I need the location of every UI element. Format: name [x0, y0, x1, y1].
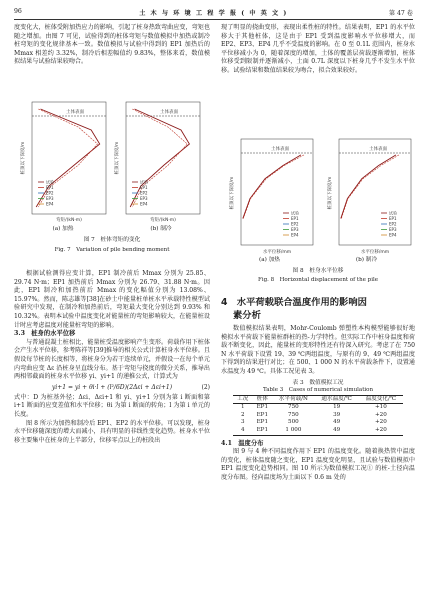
fig7b-xlabel: 弯矩/(kN·m): [150, 218, 176, 223]
fig8a-xlabel: 水平位移/mm: [262, 250, 292, 255]
paragraph: 根据试验测得应变计算，EP1 制冷前后 Mmax 分别为 25.85、29.74 N·m；EP1 加热前后 Mmax 分别为 26.79、31.88 N·m。因此，EP1 制冷和加热前后 Mmax 的变化幅值分别为 13.08%、15.97%。然而，陈志雄等[38]在砂土中能量桩单桩水平承载特性模型试验研究中发现，在制冷和加热前后，弯矩最大变化分别达到 9.93% 和 10.32%。表明本试验中温度变化对能量桩的弯矩影响较大，在能量桩设计时应考虑温度对能量桩弯矩的影响。: [14, 270, 210, 329]
table-row: [233, 412, 403, 420]
figure-7: [14, 96, 210, 264]
legend-label: EP2: [140, 190, 148, 196]
paragraph: 与普通混凝土桩相比，能量桩受温度影响产生变形。荷载作用下桩体会产生水平位移，参考陈祥等[39]推导的相关公式计算桩身水平位移。且假设每节桩的长度相等，将桩身分为若干连续单元，并假设一在每个单元内弯曲应变 Δε 沿桩身呈直线分布。基于弯矩与挠度的微分关系，推导出两相邻截面的桩身水平位移 yi、yi+1 的递推公式，计算式为: [14, 338, 210, 381]
fig8a-subcaption: (a) 加热: [258, 257, 280, 263]
legend-label: EP3: [140, 196, 148, 201]
legend-label: EP2: [291, 221, 299, 227]
legend-label: EP1: [46, 185, 54, 190]
fig7b-surface-label: 土体表面: [160, 110, 178, 115]
legend-label: EP3: [46, 196, 54, 201]
series-line-test: [243, 155, 301, 219]
legend-label: 试验: [46, 179, 54, 185]
series-line-ep1: [243, 155, 304, 219]
section-heading-4: 4 水平荷载联合温度作用的影响因: [221, 297, 367, 308]
legend-label: 试验: [389, 210, 397, 216]
fig7-caption-cn: 图 7 桩体弯矩的变化: [83, 237, 141, 243]
table-cell: +20: [374, 411, 387, 418]
fig8a-surface-label: 土体表面: [271, 147, 289, 152]
legend-label: EP1: [389, 216, 397, 221]
fig7-plots: [14, 96, 210, 226]
equation-body: yi+1 = yi + θi·l + (l²/6D)(2Δεi + Δεi+1): [51, 383, 173, 391]
fig8b-surface-label: 土体表面: [369, 147, 387, 152]
table-cell: 49: [333, 419, 341, 426]
table-cell: 750: [288, 411, 299, 418]
table-cell: EP1: [256, 419, 268, 426]
legend-label: EP4: [140, 201, 148, 207]
table-3: [233, 395, 403, 436]
fig8b-ylabel: 桩顶以下深度/m: [328, 176, 333, 210]
fig8-caption-en: Fig. 8 Horizontal displacement of the pile: [258, 277, 378, 283]
paragraph: 度变化大，桩体受附加热应力的影响，引起了桩身热致弯曲应变，弯矩也随之增加。由图 7 可见，试验得到的桩体弯矩与数值模拟中加热或制冷桩弯矩的变化规律基本一致。数值模拟与试验中得到的 EP1 加热后的 Mmax 相差约 3.32%，制冷后相差幅值约 9.83%，整体来看，数值模拟结果与试验结果较吻合。: [14, 24, 210, 66]
fig7b-ylabel: 桩顶以下深度/m: [115, 141, 120, 175]
legend-label: EP3: [389, 227, 397, 232]
section-heading-4-1: 4.1 温度分布: [221, 439, 264, 447]
table-cell: EP1: [256, 426, 268, 433]
section-heading-4-cont: 素分析: [233, 310, 261, 321]
fig8b-plot: [326, 139, 411, 255]
fig8a-legend: [283, 210, 299, 238]
fig7a-xlabel: 弯矩/(kN·m): [56, 218, 82, 223]
table-cell: EP1: [256, 404, 268, 411]
left-column-lower: [14, 270, 210, 445]
legend-label: EP1: [291, 216, 299, 221]
table-cell: 500: [288, 419, 299, 426]
table-header-row: [233, 395, 403, 404]
fig8b-subcaption: (b) 制冷: [355, 257, 378, 263]
volume-label: 第 47 卷: [388, 10, 413, 17]
fig8b-legend: [381, 210, 397, 238]
table-cell: 49: [333, 426, 341, 433]
paragraph: 图 9 与 4 种不同温度作用下 EP1 的温度变化。随着换热管中温度的变化，桩体温度随之变化，EP1 温度变化明显，且试验与数值模拟中 EP1 温度变化趋势相同。图 10 所示为数值模拟工况① 的桩-土径向温度分布图。径向温度场为土面以下 0.6 m 处的: [221, 448, 415, 481]
fig8a-ylabel: 桩顶以下深度/m: [230, 176, 235, 210]
fig7a-plot: [19, 102, 106, 223]
table-row: [233, 419, 403, 427]
left-column: [14, 24, 210, 67]
table-header: 温度变化/℃: [365, 395, 397, 402]
table-row: [233, 404, 403, 412]
page-number: 96: [14, 8, 22, 15]
paragraph: 数值模拟结果表明，Mohr-Coulomb 弹塑性本构模型能够很好地模拟水平荷载下能量桩群桩的热-力学特性。但实际工作中桩身温度和荷载不断变化，因此，能量桩的变形特性还有待深入研究。考虑了在 750 N 水平荷载下设置 19、39 ℃两组温度，与原有的 9、49 ℃两组温度下得到的结果进行对比；在 500、1 000 N 的水平荷载条件下，设置通水温度为 49 ℃。具体工况见表 3。: [221, 325, 415, 375]
fig7-caption-en: Fig. 7 Variation of pile bending moment: [54, 247, 170, 253]
header-rule: [14, 19, 413, 20]
legend-label: 试验: [140, 179, 148, 185]
running-header: [14, 8, 413, 19]
table-cell: EP1: [256, 411, 268, 418]
right-column-lower: [221, 296, 415, 483]
table-cell: 1: [240, 404, 245, 411]
table-cell: 3: [240, 419, 245, 426]
right-column: [221, 24, 415, 76]
table3-title-en: Table 3 Cases of numerical simulation: [262, 387, 374, 394]
table-cell: 750: [288, 404, 299, 411]
fig8b-xlabel: 水平位移/mm: [360, 250, 390, 255]
paragraph: 现了明显的挠曲变形，表现出柔性桩的特性。结果表明，EP1 的水平位移大于其他桩体，这是由于 EP1 受到温度影响水平位移增大，而 EP2、EP3、EP4 几乎不受温度的影响。在 0 至 0.1L 范围内，桩身水平位移减小为 0，随着深度的增加，土体的覆盖层荷载逐渐增加，桩体位移受到限制并逐渐减小，土面 0.7L 深度以下桩身几乎不发生水平位移。试验结果和数值结果较为吻合，拟合效果较好。: [221, 24, 415, 74]
table-cell: +20: [374, 419, 387, 426]
fig7b-plot: [113, 102, 200, 223]
figure-8: [221, 133, 415, 293]
table-cell: 19: [333, 404, 341, 411]
legend-label: EP4: [291, 232, 299, 238]
series-line-test: [341, 155, 396, 219]
table-cell: 1 000: [285, 426, 302, 433]
journal-title: 土 木 与 环 境 工 程 学 报 ( 中 英 文 ): [139, 10, 288, 17]
table-header: 水平荷载/N: [278, 395, 308, 402]
table-cell: +10: [374, 404, 387, 411]
table-cell: 4: [240, 426, 245, 433]
table-header: 桩体: [256, 395, 268, 402]
legend-label: EP4: [46, 201, 54, 207]
fig7b-subcaption: (b) 制冷: [150, 226, 172, 232]
legend-label: 试验: [291, 210, 299, 216]
legend-label: EP3: [291, 227, 299, 232]
table-cell: +20: [374, 426, 387, 433]
table-header: 通水温度/℃: [321, 395, 352, 402]
fig7a-ylabel: 桩顶以下深度/m: [21, 141, 26, 175]
legend-label: EP1: [140, 185, 148, 190]
paragraph: 图 8 所示为加热和制冷后 EP1、EP2 的水平位移。可以发现，桩身水平位移随深度的增大而减小，具有明显的非线性变化趋势。桩身水平位移主要集中在桩身的上半部分，位移零点以上的桩段出: [14, 419, 210, 444]
table3-title-cn: 表 3 数值模拟工况: [292, 379, 344, 386]
series-line-ep1: [341, 155, 399, 219]
fig7a-surface-label: 土体表面: [66, 110, 84, 115]
equation-number: (2): [201, 383, 210, 391]
fig7a-subcaption: (a) 加热: [52, 226, 74, 232]
fig8-plots: [221, 133, 415, 257]
section-heading-3-3: 3.3 桩身的水平位移: [14, 330, 76, 338]
fig8-caption-cn: 图 8 桩身水平位移: [292, 268, 344, 274]
table-header: 工况: [237, 395, 249, 402]
fig8a-plot: [228, 139, 313, 255]
table-row: [233, 427, 403, 435]
table-cell: 39: [333, 411, 341, 418]
table-cell: 2: [240, 411, 245, 418]
legend-label: EP4: [389, 232, 397, 238]
fig7a-legend: [38, 179, 54, 207]
paragraph: 式中：D 为桩基外径；Δεi、Δεi+1 和 yi、yi+1 分别为第 i 断面和第 i+1 断面的应变差值和水平位移；θi 为第 i 断面的转角；l 为第 i 单元的长度。: [14, 393, 210, 418]
legend-label: EP2: [389, 221, 397, 227]
legend-label: EP2: [46, 190, 54, 196]
equation-2: [14, 382, 210, 394]
